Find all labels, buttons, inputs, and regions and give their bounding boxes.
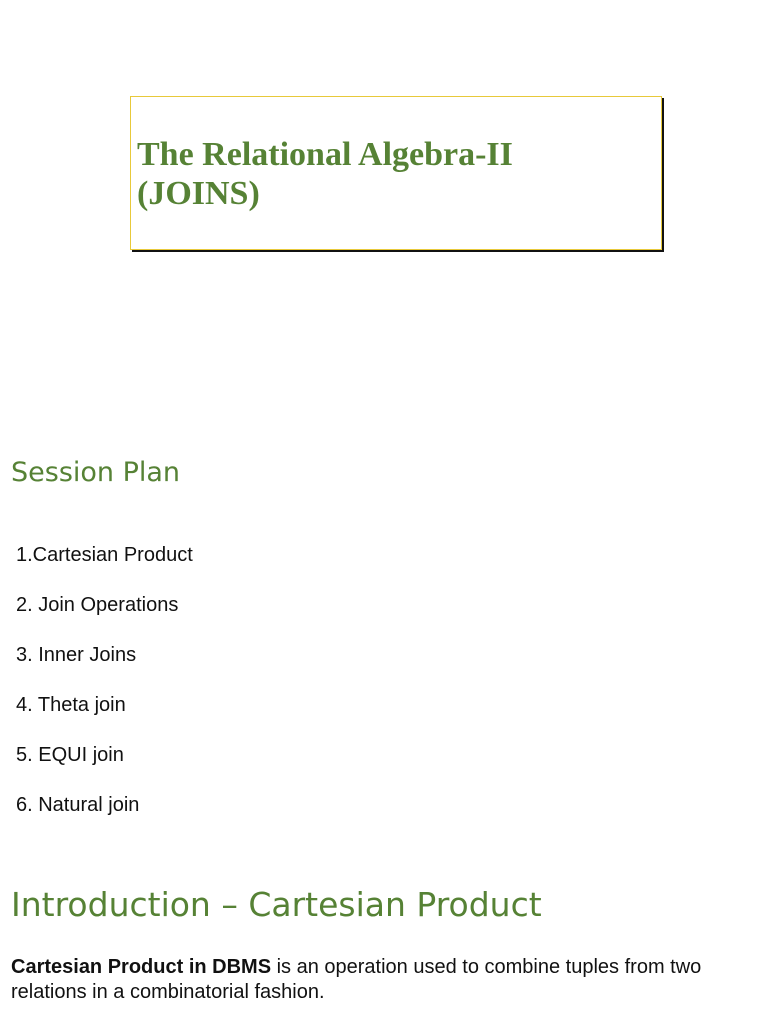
list-item: 5. EQUI join <box>16 744 124 766</box>
list-item: 4. Theta join <box>16 694 126 716</box>
title-line-1: The Relational Algebra-II <box>137 136 513 173</box>
introduction-bold-lead: Cartesian Product in DBMS <box>11 956 272 978</box>
list-item: 6. Natural join <box>16 794 140 816</box>
title-box <box>130 96 662 250</box>
list-item: 2. Join Operations <box>16 594 179 616</box>
introduction-body: is an operation used to combine tuples from two relations in a combinatorial fashion. <box>11 956 702 1003</box>
session-plan-list <box>16 543 193 843</box>
document-title <box>137 135 637 213</box>
introduction-paragraph <box>11 955 751 1005</box>
title-line-2: (JOINS) <box>137 175 260 212</box>
session-plan-heading: Session Plan <box>11 457 181 488</box>
list-item: 1.Cartesian Product <box>16 544 193 566</box>
introduction-heading: Introduction – Cartesian Product <box>11 885 542 924</box>
list-item: 3. Inner Joins <box>16 644 137 666</box>
